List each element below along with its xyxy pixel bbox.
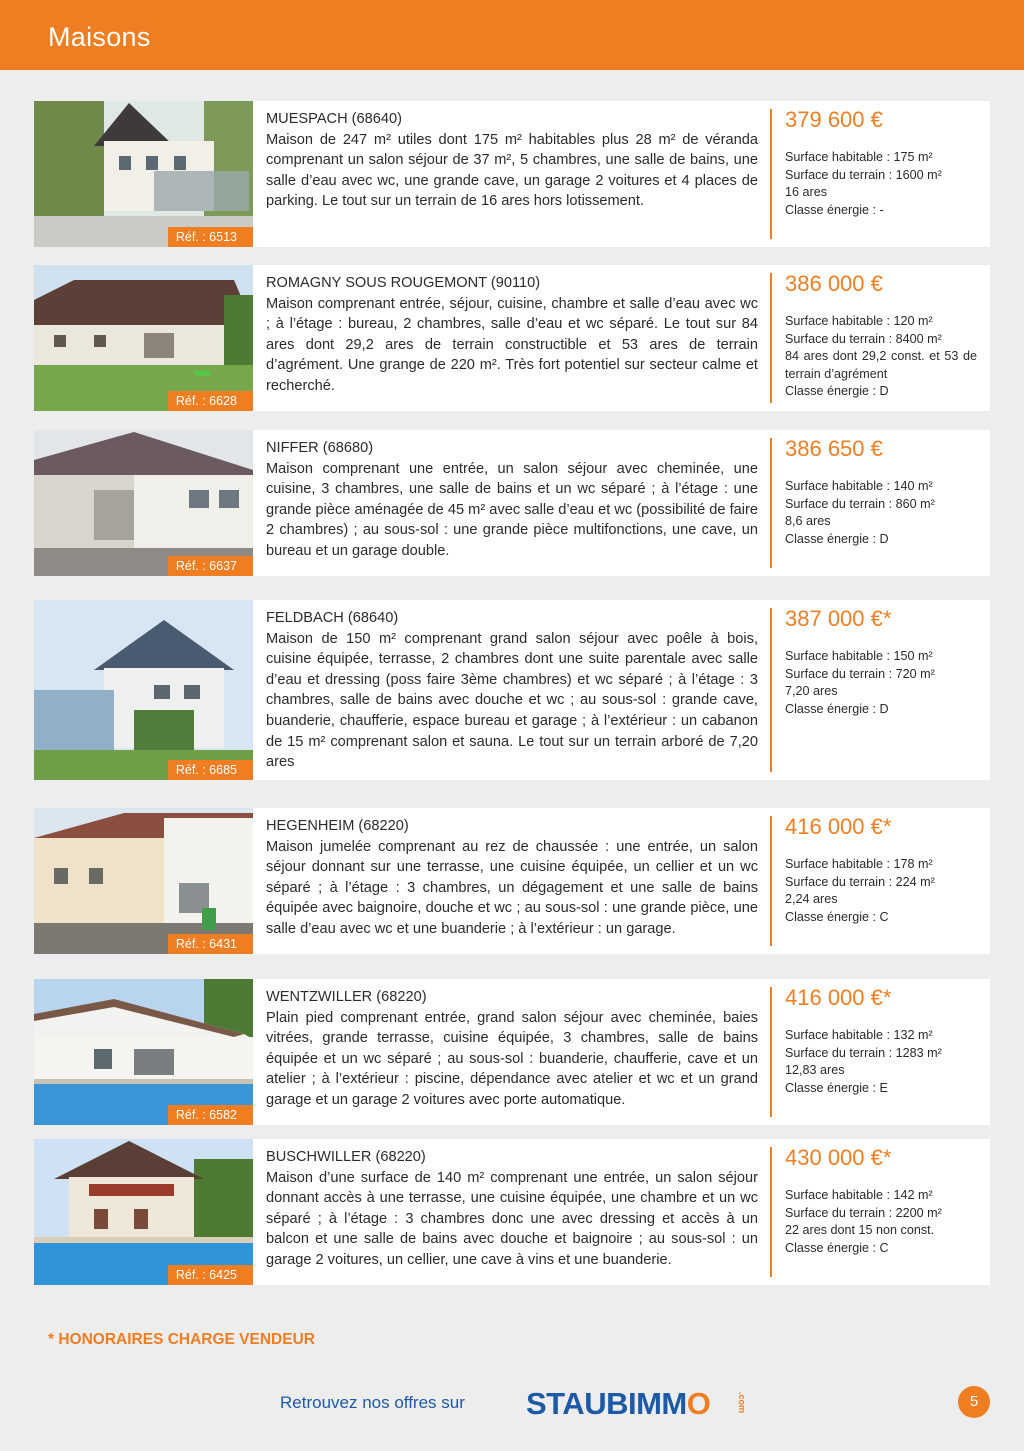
fee-footnote: * HONORAIRES CHARGE VENDEUR [48,1331,315,1348]
spec-energy-class: Classe énergie : D [785,384,889,399]
house-photo[interactable] [34,1139,253,1285]
house-photo[interactable] [34,600,253,780]
reference-badge: Réf. : 6431 [168,934,253,954]
spec-energy-class: Classe énergie : E [785,1080,888,1095]
listing-description [266,438,758,562]
listing-description [266,816,758,940]
listing-specs [785,478,977,548]
reference-badge: Réf. : 6637 [168,556,253,576]
spec-living-area: Surface habitable : 175 m² [785,150,933,164]
listing-town: FELDBACH (68640) [266,610,399,626]
spec-land-area: Surface du terrain : 224 m² [785,874,935,889]
spec-living-area: Surface habitable : 150 m² [785,649,933,663]
spec-living-area: Surface habitable : 120 m² [785,314,933,328]
divider [770,987,772,1117]
house-photo[interactable] [34,430,253,576]
listing-text: Maison de 247 m² utiles dont 175 m² habitables plus 28 m² de véranda comprenant un salon séjour de 37 m², 5 chambres, une salle de bains, une salle d’eau avec wc, une grande cave, un garage 2 voitures et 4 places de parking. Le tout sur un terrain de 16 ares hors lotissement. [266,131,758,210]
listing-text: Maison comprenant entrée, séjour, cuisine, chambre et salle d’eau avec wc ; à l’étage : bureau, 2 chambres, salle d’eau et wc séparé. Le tout sur 84 ares dont 29,2 ares de terrain constructible et 53 ares de terrain d’agrément. Une grange de 220 m². Très fort potentiel sur secteur calme et recherché. [266,295,758,394]
spec-ares: 8,6 ares [785,514,831,529]
listing-card[interactable] [34,808,990,954]
listing-specs [785,648,977,718]
spec-land-area: Surface du terrain : 8400 m² [785,331,942,346]
footer-tagline: Retrouvez nos offres sur [280,1393,465,1412]
listing-text: Maison jumelée comprenant au rez de chaussée : une entrée, un salon séjour donnant sur une terrasse, une cuisine équipée, un cellier et un wc séparé ; à l’étage : 3 chambres, un dégagement et une salle de bains équipée avec baignoire, douche et wc ; au sous-sol : une grande pièce, une salle d’eau avec wc et une buanderie ; à l’extérieur : un garage. [266,838,758,937]
spec-energy-class: Classe énergie : - [785,202,884,217]
listing-card[interactable] [34,600,990,780]
listing-price: 387 000 €* [785,606,892,631]
page-title: Maisons [48,22,151,52]
listing-town: NIFFER (68680) [266,440,374,456]
listing-town: ROMAGNY SOUS ROUGEMONT (90110) [266,275,541,291]
spec-energy-class: Classe énergie : D [785,701,889,716]
reference-badge: Réf. : 6685 [168,760,253,780]
spec-land-area: Surface du terrain : 2200 m² [785,1205,942,1220]
spec-ares: 7,20 ares [785,684,838,699]
listing-specs [785,149,977,219]
listing-town: MUESPACH (68640) [266,111,402,127]
listing-price: 416 000 €* [785,985,892,1010]
spec-living-area: Surface habitable : 132 m² [785,1028,933,1042]
listing-text: Maison de 150 m² comprenant grand salon séjour avec poêle à bois, cuisine équipée, terrasse, 2 chambres dont une suite parentale avec salle d’eau et dressing (poss faire 3ème chambres) et wc séparé ; à l’étage : 3 chambres, salle de bains avec douche et wc ; au sous-sol : grande cave, buanderie, chaufferie, espace bureau et garage ; à l’extérieur : un cabanon de 15 m² comprenant salon et sauna. Le tout sur un terrain arboré de 7,20 ares [266,630,758,771]
listing-town: WENTZWILLER (68220) [266,989,427,1005]
logo-text: STAUBIMM [526,1386,687,1421]
spec-land-area: Surface du terrain : 1283 m² [785,1045,942,1060]
listing-town: BUSCHWILLER (68220) [266,1149,426,1165]
listing-card[interactable] [34,430,990,576]
spec-energy-class: Classe énergie : C [785,1240,889,1255]
listing-specs [785,1187,977,1257]
divider [770,109,772,239]
listing-description [266,608,758,773]
house-photo[interactable] [34,101,253,247]
listing-card[interactable] [34,979,990,1125]
reference-badge: Réf. : 6582 [168,1105,253,1125]
spec-ares: 2,24 ares [785,892,838,907]
reference-badge: Réf. : 6513 [168,227,253,247]
listing-price: 386 000 € [785,271,883,296]
spec-land-area: Surface du terrain : 1600 m² [785,167,942,182]
logo-domain-suffix: .com [737,1392,747,1414]
divider [770,608,772,772]
listing-specs [785,313,977,401]
listing-description [266,987,758,1111]
listing-town: HEGENHEIM (68220) [266,818,409,834]
spec-living-area: Surface habitable : 142 m² [785,1188,933,1202]
listing-card[interactable] [34,1139,990,1285]
listing-price: 430 000 €* [785,1145,892,1170]
listing-text: Plain pied comprenant entrée, grand salon séjour avec cheminée, baies vitrées, grande terrasse, cuisine équipée, 3 chambres, salle de bains équipée et un wc séparé ; au sous-sol : buanderie, chaufferie, cave et un atelier ; à l’extérieur : piscine, dépendance avec atelier et wc et un grand garage et un garage 2 voitures avec porte automatique. [266,1009,758,1108]
logo-accent-letter: O [686,1386,711,1421]
spec-energy-class: Classe énergie : D [785,531,889,546]
listing-description [266,1147,758,1271]
spec-living-area: Surface habitable : 178 m² [785,857,933,871]
reference-badge: Réf. : 6628 [168,391,253,411]
spec-ares: 22 ares dont 15 non const. [785,1223,935,1238]
page-number: 5 [958,1386,990,1418]
spec-living-area: Surface habitable : 140 m² [785,479,933,493]
house-photo[interactable] [34,808,253,954]
page-header [0,0,1024,70]
listing-text: Maison comprenant une entrée, un salon séjour avec cheminée, une cuisine, 3 chambres, une salle de bains et un wc séparé ; à l’étage : une grande pièce aménagée de 45 m² avec salle d’eau et wc (possibilité de faire 2 chambres) ; au sous-sol : une grande pièce multifonctions, une cave, un bureau et un garage double. [266,460,758,559]
spec-land-area: Surface du terrain : 860 m² [785,496,935,511]
listing-description [266,273,758,397]
listing-card[interactable] [34,265,990,411]
divider [770,273,772,403]
listing-description [266,109,758,212]
divider [770,1147,772,1277]
spec-ares: 84 ares dont 29,2 const. et 53 de terrain d’agrément [785,349,977,381]
brand-logo[interactable] [526,1386,710,1422]
listing-price: 379 600 € [785,107,883,132]
spec-ares: 12,83 ares [785,1063,845,1078]
listing-price: 386 650 € [785,436,883,461]
house-photo[interactable] [34,265,253,411]
divider [770,816,772,946]
reference-badge: Réf. : 6425 [168,1265,253,1285]
spec-ares: 16 ares [785,185,828,200]
listing-specs [785,1027,977,1097]
spec-energy-class: Classe énergie : C [785,909,889,924]
listing-text: Maison d’une surface de 140 m² comprenant une entrée, un salon séjour donnant accès à une terrasse, une cuisine équipée, une chambre et un wc séparé ; à l’étage : 3 chambres donc une avec dressing et accès à un balcon et une salle de bains avec douche et baignoire ; au sous-sol : un garage 2 voitures, un cellier, une cave à vins et une buanderie. [266,1169,758,1268]
listing-price: 416 000 €* [785,814,892,839]
spec-land-area: Surface du terrain : 720 m² [785,666,935,681]
listing-card[interactable] [34,101,990,247]
divider [770,438,772,568]
listing-specs [785,856,977,926]
house-photo[interactable] [34,979,253,1125]
